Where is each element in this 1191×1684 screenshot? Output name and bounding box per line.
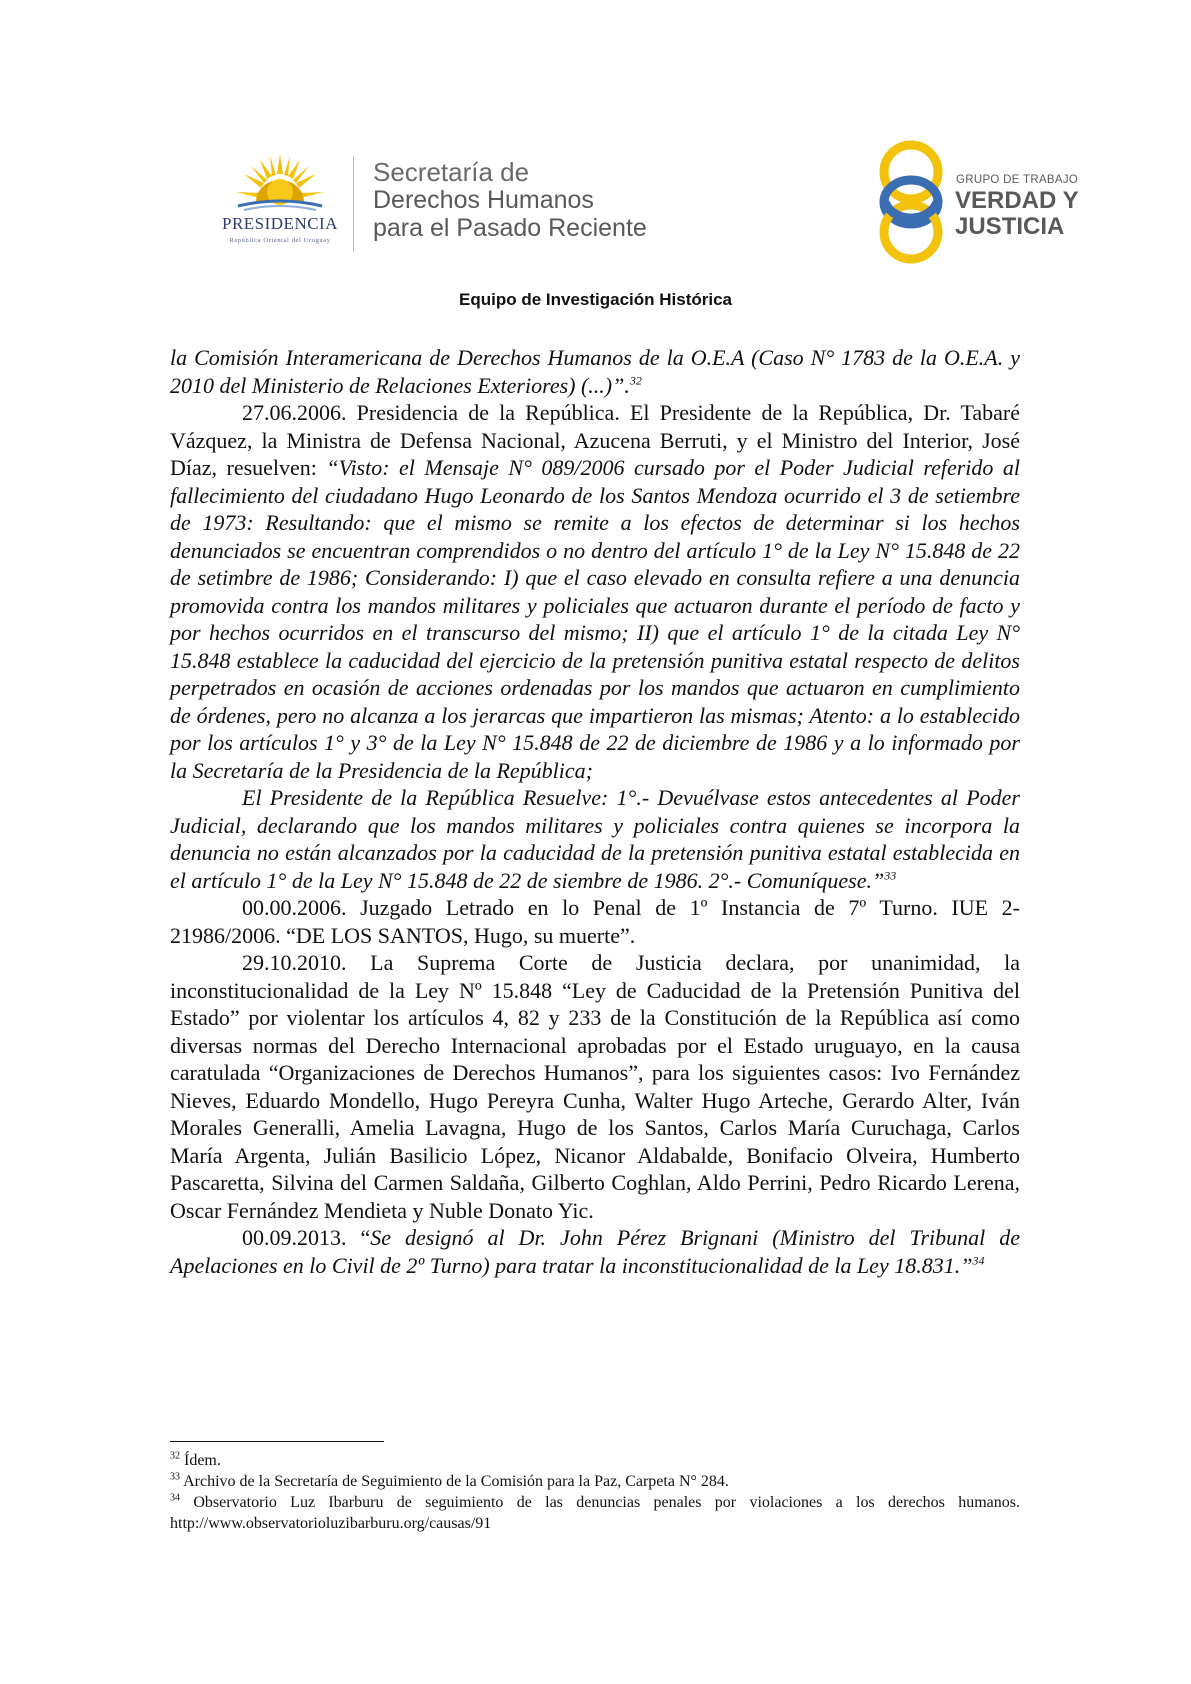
paragraph-2 (170, 399, 1020, 784)
paragraph-2-quote: “Visto: el Mensaje N° 089/2006 cursado por el Poder Judicial referido al fallecimiento del ciudadano Hugo Leonardo de los Santos Mendoza ocurrido el 3 de setiembre de 1973: Resultando: que el mismo se remite a los efectos de determinar si los hechos denunciados se encuentran comprendidos o no dentro del artículo 1° de la Ley N° 15.848 de 22 de setimbre de 1986; Considerando: I) que el caso elevado en consulta refiere a una denuncia promovida contra los mandos militares y policiales que actuaron durante el período de facto y por hechos ocurridos en el transcurso del mismo; II) que el artículo 1° de la citada Ley N° 15.848 establece la caducidad del ejercicio de la pretensión punitiva estatal respecto de delitos perpetrados en ocasión de acciones ordenadas por los mandos que actuaron en cumplimiento de órdenes, pero no alcanza a los jerarcas que impartieron las mismas; Atento: a lo establecido por los artículos 1° y 3° de la Ley N° 15.848 de 22 de diciembre de 1986 y a lo informado por la Secretaría de la Presidencia de la República; (170, 455, 1020, 783)
secretaria-line-1: Secretaría de (373, 157, 530, 187)
paragraph-6 (170, 1224, 1020, 1279)
paragraph-6-lead: 00.09.2013. “ (242, 1225, 371, 1250)
header-divider (353, 156, 354, 252)
secretaria-heading (373, 158, 647, 242)
footnote-separator (170, 1441, 384, 1442)
footnote-number: 34 (170, 1492, 180, 1504)
footnote-number: 32 (170, 1450, 180, 1462)
verdad-line: VERDAD Y (955, 187, 1079, 214)
linked-rings-icon (876, 140, 946, 264)
team-title: Equipo de Investigación Histórica (459, 290, 732, 309)
paragraph-2-lead: 27.06.2006. Presidencia de la República. El Presidente de la República, Dr. Tabaré Vázquez, la Ministra de Defensa Nacional, Azucena Berruti, y el Ministro del Interior, José Díaz, resuelven: (170, 400, 1020, 480)
footnote-ref-32: 32 (629, 373, 642, 388)
footnote-number: 33 (170, 1471, 180, 1483)
verdad-justicia-logo (876, 140, 1086, 264)
footnotes (170, 1450, 1020, 1534)
secretaria-line-3: para el Pasado Reciente (373, 214, 647, 242)
paragraph-5 (170, 949, 1020, 1224)
grupo-trabajo-label: GRUPO DE TRABAJO (956, 174, 1079, 186)
footnote-text: Observatorio Luz Ibarburu de seguimiento de las denuncias penales por violaciones a los derechos humanos. http://www.observatorioluzibarburu.org/causas/91 (170, 1494, 1020, 1532)
paragraph-4-text: 00.00.2006. Juzgado Letrado en lo Penal de 1º Instancia de 7º Turno. IUE 2-21986/2006. “DE LOS SANTOS, Hugo, su muerte”. (170, 895, 1020, 948)
paragraph-5-text: 29.10.2010. La Suprema Corte de Justicia declara, por unanimidad, la inconstitucionalidad de la Ley Nº 15.848 “Ley de Caducidad de la Pretensión Punitiva del Estado” por violentar los artículos 4, 82 y 233 de la Constitución de la República así como diversas normas del Derecho Internacional aprobadas por el Estado uruguayo, en la causa caratulada “Organizaciones de Derechos Humanos”, para los siguientes casos: Ivo Fernández Nieves, Eduardo Mondello, Hugo Pereyra Cunha, Walter Hugo Arteche, Gerardo Alter, Iván Morales Generalli, Amelia Lavagna, Hugo de los Santos, Carlos María Curuchaga, Carlos María Argenta, Julián Basilicio López, Nicanor Aldabalde, Bonifacio Olveira, Humberto Pascaretta, Silvina del Carmen Saldaña, Gilberto Coghlan, Aldo Perrini, Pedro Ricardo Lerena, Oscar Fernández Mendieta y Nuble Donato Yic. (170, 950, 1020, 1223)
presidencia-wordmark: PRESIDENCIA (221, 214, 338, 233)
paragraph-1 (170, 344, 1020, 399)
paragraph-3-text: El Presidente de la República Resuelve: 1°.- Devuélvase estos antecedentes al Poder Judicial, declarando que los mandos militares y policiales contra quienes se incorpora la denuncia no están alcanzados por la caducidad de la pretensión punitiva estatal establecida en el artículo 1° de la Ley N° 15.848 de 22 de siembre de 1986. 2°.- Comuníquese.” (170, 785, 1020, 893)
body-text (170, 344, 1020, 1279)
paragraph-4 (170, 894, 1020, 949)
footnote-ref-34: 34 (972, 1253, 985, 1268)
paragraph-1-text: la Comisión Interamericana de Derechos Humanos de la O.E.A (Caso N° 1783 de la O.E.A. y 2010 del Ministerio de Relaciones Exteriores) (...)”. (170, 345, 1020, 398)
paragraph-6-quote: Se designó al Dr. John Pérez Brignani (Ministro del Tribunal de Apelaciones en lo Civil de 2º Turno) para tratar la inconstitucionalidad de la Ley 18.831.” (170, 1225, 1021, 1278)
footnote-text: Archivo de la Secretaría de Seguimiento de la Comisión para la Paz, Carpeta N° 284. (180, 1473, 729, 1490)
presidencia-subtitle: República Oriental del Uruguay (229, 237, 331, 244)
footnote-ref-33: 33 (884, 868, 897, 883)
footnote-text: Ídem. (180, 1452, 221, 1469)
secretaria-line-2: Derechos Humanos (373, 186, 594, 214)
paragraph-3 (170, 784, 1020, 894)
footnote-34 (170, 1492, 1020, 1534)
footnote-32 (170, 1450, 1020, 1471)
footnote-33 (170, 1471, 1020, 1492)
sun-icon (234, 152, 326, 212)
presidencia-logo (196, 152, 364, 252)
verdad-justicia-title (955, 188, 1079, 240)
justicia-line: JUSTICIA (955, 213, 1065, 240)
